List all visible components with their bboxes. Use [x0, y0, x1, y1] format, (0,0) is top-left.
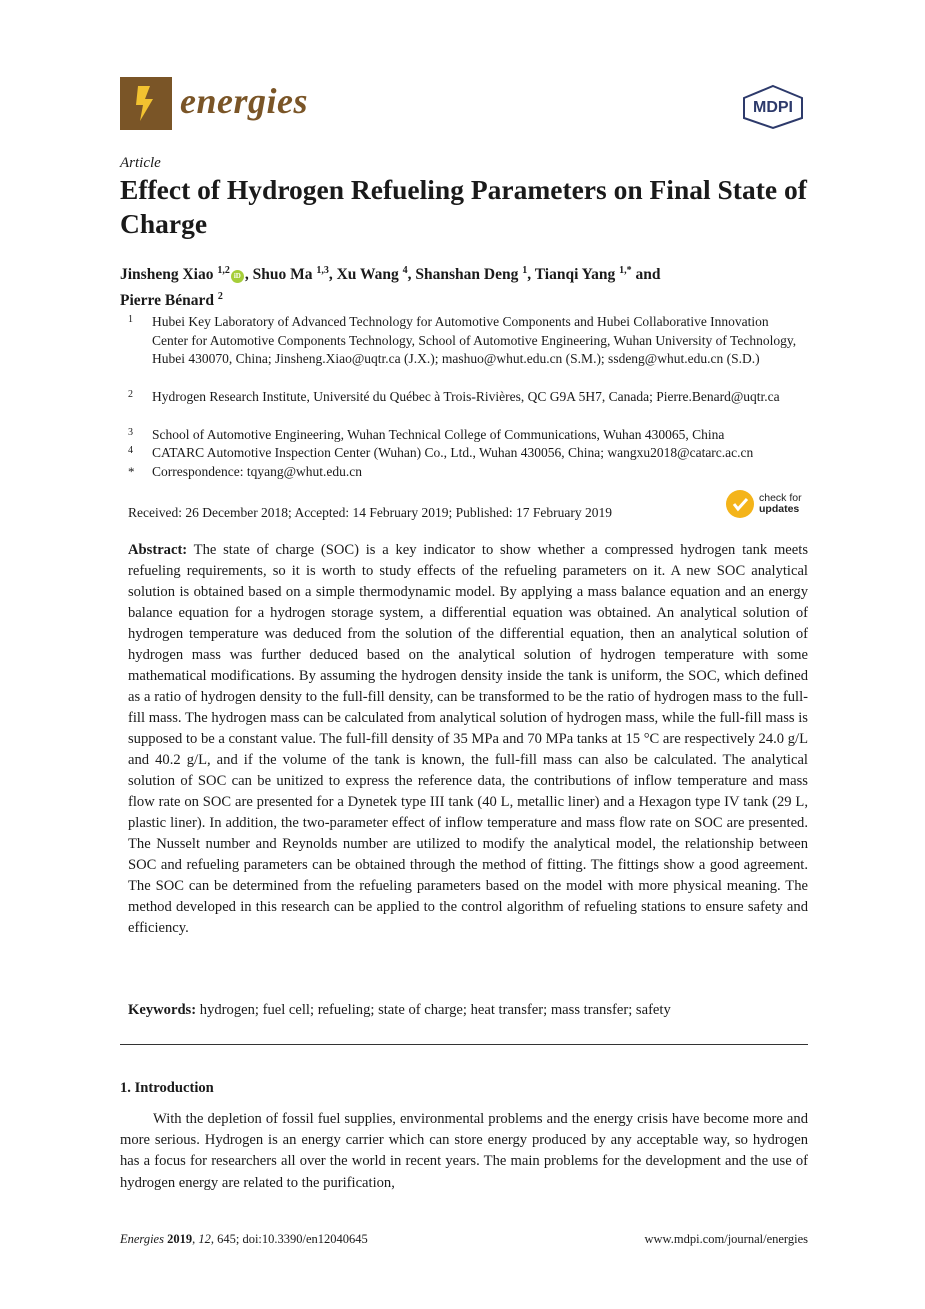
correspondence-text: Correspondence: tqyang@whut.edu.cn: [152, 464, 363, 479]
publisher-logo: [740, 84, 806, 130]
correspondence-marker: *: [128, 464, 135, 479]
author-name: Xu Wang: [336, 266, 399, 284]
publication-dates: Received: 26 December 2018; Accepted: 14 February 2019; Published: 17 February 2019: [128, 505, 613, 520]
footer-citation: Energies 2019, 12, 645; doi:10.3390/en12040645: [120, 1232, 368, 1246]
author-affiliation-sup: 1,*: [619, 265, 632, 276]
author-name: Jinsheng Xiao: [120, 266, 214, 284]
affiliation-item: [128, 444, 808, 463]
lightning-bolt-icon: [120, 77, 172, 130]
abstract: [128, 540, 808, 939]
author-affiliation-sup: 2: [217, 291, 223, 303]
affiliation-text: Hydrogen Research Institute, Université du Québec à Trois-Rivières, QC G9A 5H7, Canada; Pierre.Benard@uqtr.ca: [152, 389, 780, 404]
section-heading: 1. Introduction: [120, 1080, 214, 1096]
affiliation-item: [128, 388, 808, 407]
author-affiliation-sup: 4: [402, 265, 408, 276]
publisher-name: MDPI: [753, 99, 793, 116]
affiliation-text: CATARC Automotive Inspection Center (Wuhan) Co., Ltd., Wuhan 430056, China; wangxu2018@catarc.ac.cn: [152, 445, 754, 460]
author-name: Tianqi Yang: [534, 266, 616, 284]
footer-volume: 12: [198, 1232, 211, 1246]
check-updates-line2: updates: [759, 503, 800, 515]
affiliation-item: [128, 313, 808, 369]
footer-doi: , 645; doi:10.3390/en12040645: [210, 1232, 368, 1246]
affiliation-number: 2: [128, 389, 133, 400]
affiliation-text: Hubei Key Laboratory of Advanced Technology for Automotive Components and Hubei Collaborative Innovation Center for Automotive Components Technology, School of Automotive Engineering, Wuhan University of Technology, Hubei 430070, China; Jinsheng.Xiao@uqtr.ca (J.X.); mashuo@whut.edu.cn (S.M.); ssdeng@whut.edu.cn (S.D.): [152, 314, 797, 367]
journal-name: energies: [180, 81, 308, 121]
keywords: [128, 1000, 808, 1020]
author-name: Shuo Ma: [252, 266, 313, 284]
orcid-icon[interactable]: iD: [231, 270, 244, 283]
keywords-text: hydrogen; fuel cell; refueling; state of charge; heat transfer; mass transfer; safety: [199, 1002, 671, 1018]
affiliation-number: 3: [128, 427, 133, 438]
introduction-paragraph: With the depletion of fossil fuel supplies, environmental problems and the energy crisis have become more and more serious. Hydrogen is an energy carrier which can store energy produced by any acceptable way, so hydrogen has a focus for researchers all over the world in recent years. The main problems for the development and the use of hydrogen energy are related to the purification,: [120, 1111, 808, 1191]
abstract-text: The state of charge (SOC) is a key indicator to show whether a compressed hydrogen tank meets refueling requirements, so it is worth to study effects of the refueling parameters on it. A new SOC analytical solution is obtained based on a simple thermodynamic model. By applying a mass balance equation and an energy balance equation for a hydrogen storage system, a differential equation was obtained. An analytical solution of hydrogen temperature was deduced from the solution of the differential equation, then an analytical solution of hydrogen mass was further deduced based on the analytical solution of hydrogen temperature with some mathematical modifications. By assuming the hydrogen density inside the tank is uniform, the SOC, which defined as a ratio of hydrogen density to the full-fill density, can be transformed to be the ratio of hydrogen mass to the full-fill mass. The hydrogen mass can be calculated from analytical solution of hydrogen mass, while the full-fill mass is supposed to be a constant value. The full-fill density of 35 MPa and 70 MPa tanks at 15 °C are respectively 24.0 g/L and 40.2 g/L, and if the volume of the tank is known, the full-fill mass can also be calculated. The analytical solution of SOC can be unitized to express the reference data, the contributions of inflow temperature and mass flow rate on SOC are presented for a Dynetek type III tank (40 L, metallic liner) and a Hexagon type IV tank (29 L, plastic liner). In addition, the two-parameter effect of inflow temperature and mass flow rate on SOC are presented. The Nusselt number and Reynolds number are utilized to modify the analytical model, the relationship between SOC and refueling parameters can be obtained through the method of fitting. The fittings show a good agreement. The SOC can be determined from the refueling parameters based on the model with more physical meaning. The method developed in this research can be applied to the control algorithm of refueling stations to ensure safety and efficiency.: [128, 542, 809, 936]
article-type: Article: [120, 155, 161, 171]
affiliation-item: [128, 426, 808, 445]
author-name: Pierre Bénard: [120, 292, 214, 310]
checkmark-icon: [726, 490, 754, 518]
author-name: Shanshan Deng: [415, 266, 519, 284]
affiliation-number: 1: [128, 314, 133, 325]
affiliation-text: School of Automotive Engineering, Wuhan Technical College of Communications, Wuhan 430065, China: [152, 427, 725, 442]
footer-year: 2019: [167, 1232, 193, 1246]
abstract-label: Abstract:: [128, 542, 188, 558]
check-updates-line1: check for: [759, 492, 802, 504]
author-affiliation-sup: 1: [522, 265, 528, 276]
author-affiliation-sup: 1,2: [217, 265, 230, 276]
footer-journal: Energies: [120, 1232, 164, 1246]
author-list: Jinsheng Xiao $^{1,2}$iD , Shuo Ma $^{1,3}$, Xu Wang $^4$, Shanshan Deng $^1$, Tianqi Yang $^{1,*}$ and Pierre Bénard $^2$: [120, 265, 661, 310]
keywords-label: Keywords:: [128, 1002, 197, 1018]
footer-url[interactable]: www.mdpi.com/journal/energies: [644, 1232, 808, 1246]
affiliation-number: 4: [128, 445, 133, 456]
paper-title: Effect of Hydrogen Refueling Parameters on Final State of Charge: [120, 174, 807, 239]
check-for-updates-badge[interactable]: [726, 490, 812, 522]
author-affiliation-sup: 1,3: [316, 265, 329, 276]
correspondence: [128, 463, 808, 482]
section-divider: [120, 1044, 808, 1045]
journal-logo: [120, 77, 172, 130]
